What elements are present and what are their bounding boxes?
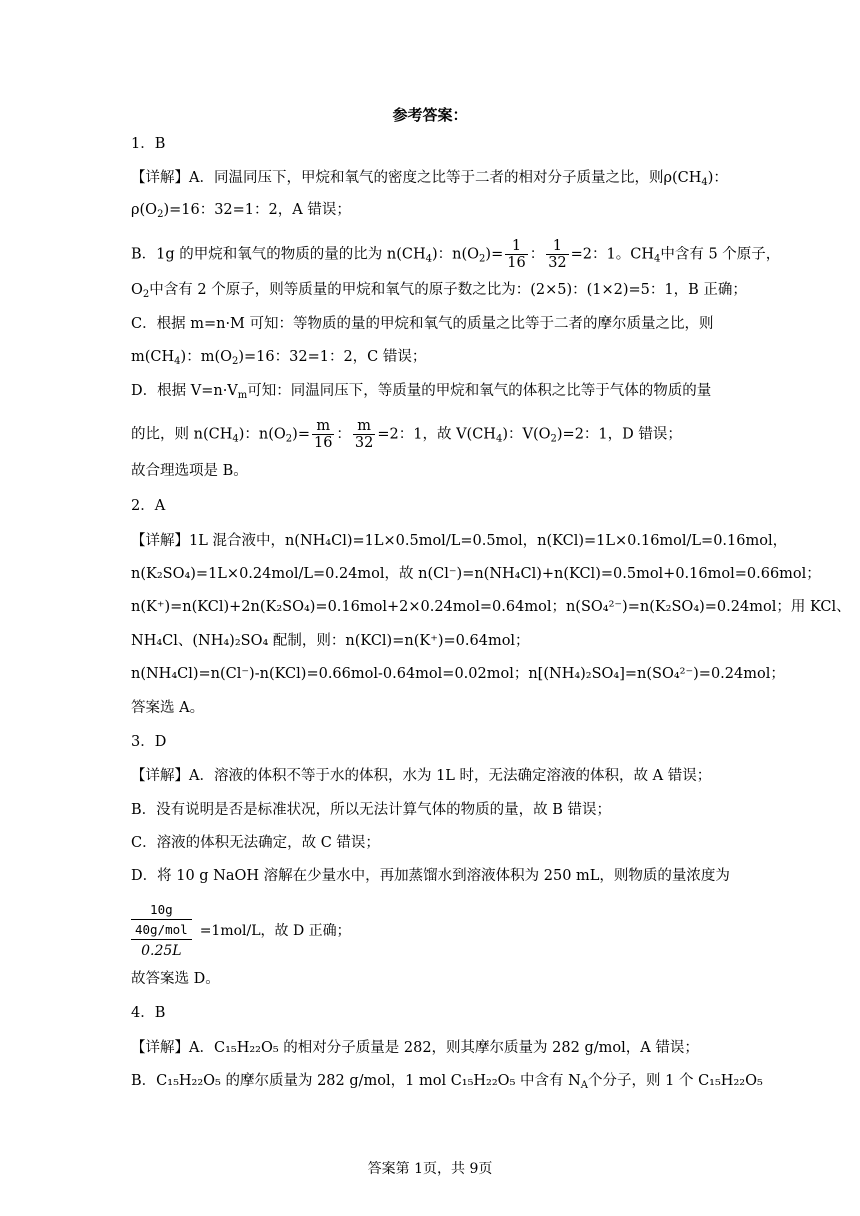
fraction: $\frac{1}{32}$ <box>548 238 567 271</box>
q3-line-2: B．没有说明是否是标准状况，所以无法计算气体的物质的量，故 B 错误； <box>131 802 612 818</box>
q2-line-3: n(K⁺)=n(KCl)+2n(K₂SO₄)=0.16mol+2×0.24mol=0.64mol；n(SO₄²⁻)=n(K₂SO₄)=0.24mol；用 KCl、 <box>131 599 851 615</box>
q3-heading: 3．D <box>131 734 167 750</box>
q1-conclusion: 故合理选项是 B。 <box>131 463 248 479</box>
q3-concentration-formula: 10g 40g/mol 0.25L =1mol/L，故 D 正确； <box>131 900 351 959</box>
fraction: $\frac{m}{32}$ <box>354 418 374 451</box>
q3-conclusion: 故答案选 D。 <box>131 971 220 987</box>
q3-line-4: D．将 10 g NaOH 溶解在少量水中，再加蒸馏水到溶液体积为 250 mL，则物质的量浓度为 <box>131 868 730 884</box>
q3-line-3: C．溶液的体积无法确定，故 C 错误； <box>131 835 380 851</box>
q1-line-7: D．根据 $V=n\cdot V_m$可知：同温同压下，等质量的甲烷和氧气的体积之比等于气体的物质的量 <box>131 383 712 401</box>
q2-line-5: n(NH₄Cl)=n(Cl⁻)-n(KCl)=0.66mol-0.64mol=0.02mol；n[(NH₄)₂SO₄]=n(SO₄²⁻)=0.24mol； <box>131 666 785 682</box>
q4-line-1: 【详解】A．C₁₅H₂₂O₅ 的相对分子质量是 282，则其摩尔质量为 282 g/mol，A 错误； <box>131 1040 699 1056</box>
q2-line-2: n(K₂SO₄)=1L×0.24mol/L=0.24mol，故 n(Cl⁻)=n(NH₄Cl)+n(KCl)=0.5mol+0.16mol=0.66mol； <box>131 566 821 582</box>
q3-line-1: 【详解】A．溶液的体积不等于水的体积，水为 1L 时，无法确定溶液的体积，故 A 错误； <box>131 768 712 784</box>
q1-line-2: $\rho(O_2)=16$：32=1：2，A 错误； <box>131 202 351 220</box>
q1-heading: 1．B <box>131 136 166 152</box>
q1-line-6: $m(CH_4)$：$m(O_2)=16$：32=1：2，C 错误； <box>131 349 427 367</box>
q1-line-3: B．1g 的甲烷和氧气的物质的量的比为 $n(CH_4)$：$n(O_2)=$ $\frac{1}{16}$ ： $\frac{1}{32}$ =2：1。$CH_4$中含有 5 个原子， <box>131 238 781 271</box>
q1-line-5: C．根据 m=n·M 可知：等物质的量的甲烷和氧气的质量之比等于二者的摩尔质量之比，则 <box>131 316 714 332</box>
q1-line-8: 的比，则 $n(CH_4)$：$n(O_2)=$ $\frac{m}{16}$ ： $\frac{m}{32}$ =2：1，故 $V(CH_4)$：$V(O_2)=2$：1，D 错误； <box>131 418 682 451</box>
page-footer: 答案第 1页，共 9页 <box>367 1161 493 1177</box>
compound-fraction: 10g 40g/mol 0.25L <box>131 900 192 959</box>
fraction: $\frac{1}{16}$ <box>507 238 526 271</box>
q2-line-4: NH₄Cl、(NH₄)₂SO₄ 配制，则：n(KCl)=n(K⁺)=0.64mol； <box>131 633 530 649</box>
q4-line-2: B．C₁₅H₂₂O₅ 的摩尔质量为 282 g/mol，1 mol C₁₅H₂₂O₅ 中含有 $N_A$个分子，则 1 个 C₁₅H₂₂O₅ <box>131 1073 763 1091</box>
page-title: 参考答案： <box>392 106 468 124</box>
q2-heading: 2．A <box>131 498 166 514</box>
q2-conclusion: 答案选 A。 <box>131 700 205 716</box>
fraction: $\frac{m}{16}$ <box>313 418 333 451</box>
q4-heading: 4．B <box>131 1005 166 1021</box>
q1-line-1: 【详解】A．同温同压下，甲烷和氧气的密度之比等于二者的相对分子质量之比，则$\rho(CH_4)$： <box>131 170 728 188</box>
q1-line-4: $O_2$中含有 2 个原子，则等质量的甲烷和氧气的原子数之比为：(2×5)：(1×2)=5：1，B 正确； <box>131 282 747 300</box>
q2-line-1: 【详解】1L 混合液中，n(NH₄Cl)=1L×0.5mol/L=0.5mol，n(KCl)=1L×0.16mol/L=0.16mol， <box>131 533 788 549</box>
